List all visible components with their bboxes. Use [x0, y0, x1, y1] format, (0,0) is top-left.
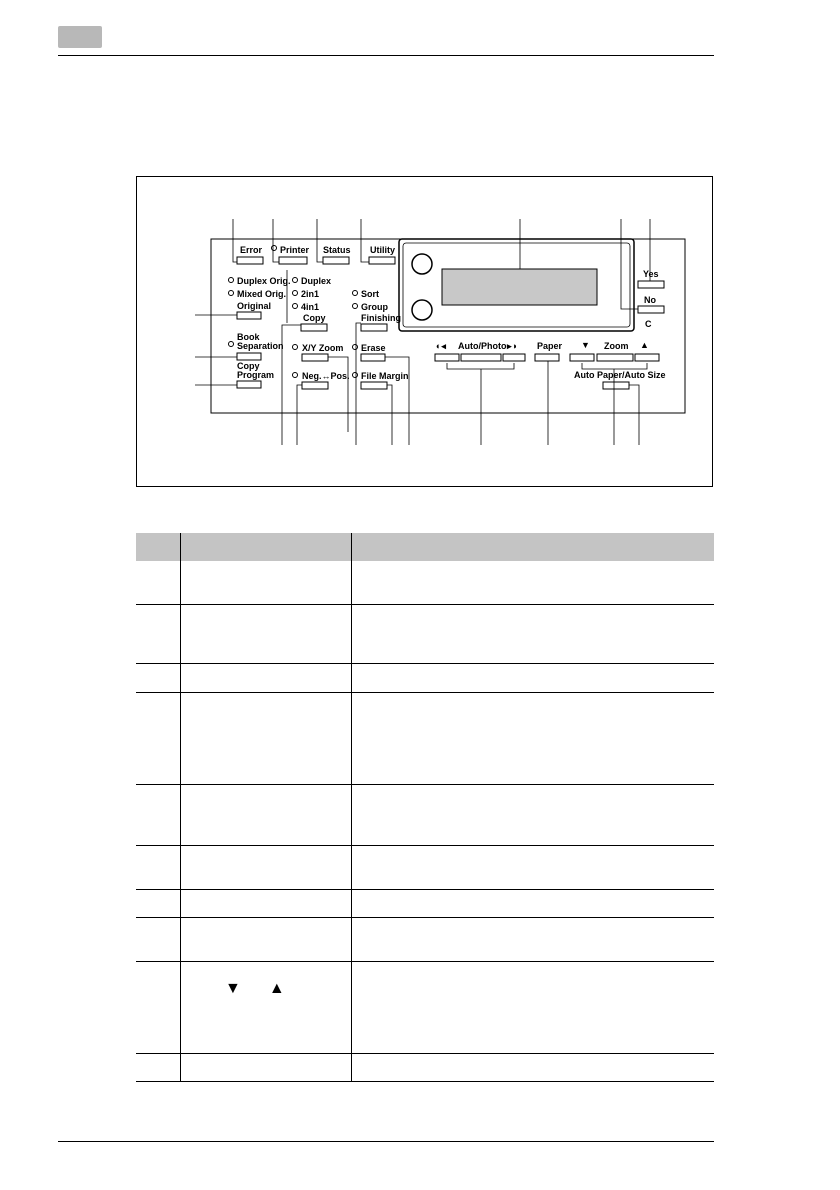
- cell-desc: [352, 890, 715, 918]
- auto-paper-size-key[interactable]: [603, 382, 629, 389]
- table-row: [136, 693, 714, 785]
- copy-program-label-1: Copy: [237, 361, 260, 371]
- svg-text:◐◂: ◐◂: [436, 341, 446, 351]
- svg-text:▲: ▲: [640, 340, 649, 350]
- xy-zoom-label: X/Y Zoom: [302, 343, 344, 353]
- header-no: [136, 533, 181, 561]
- cell-no: [136, 918, 181, 962]
- erase-key[interactable]: [361, 354, 385, 361]
- cell-no: [136, 605, 181, 664]
- finishing-key[interactable]: [361, 324, 387, 331]
- file-margin-label: File Margin: [361, 371, 409, 381]
- book-separation-key[interactable]: [237, 353, 261, 360]
- cell-desc: [352, 846, 715, 890]
- cell-desc: [352, 962, 715, 1054]
- cell-no: [136, 664, 181, 693]
- chapter-tab: [58, 26, 102, 48]
- cell-no: [136, 561, 181, 605]
- zoom-up-key[interactable]: [635, 354, 659, 361]
- cell-desc: [352, 664, 715, 693]
- header-description: [352, 533, 715, 561]
- paper-key[interactable]: [535, 354, 559, 361]
- header-name: [181, 533, 352, 561]
- original-key[interactable]: [237, 312, 261, 319]
- clear-label: C: [645, 319, 652, 329]
- printer-label: Printer: [280, 245, 310, 255]
- cell-name: [181, 962, 352, 1054]
- status-key[interactable]: [323, 257, 349, 264]
- zoom-key[interactable]: [597, 354, 633, 361]
- table-row: [136, 890, 714, 918]
- header-rule: [58, 55, 714, 56]
- table-row: [136, 605, 714, 664]
- zoom-label: Zoom: [604, 341, 629, 351]
- table-row: [136, 846, 714, 890]
- 4in1-label: 4in1: [301, 302, 320, 312]
- cell-no: [136, 693, 181, 785]
- copy-program-label-2: Program: [237, 370, 275, 380]
- file-margin-key[interactable]: [361, 382, 387, 389]
- cell-name: [181, 890, 352, 918]
- cell-desc: [352, 785, 715, 846]
- utility-label: Utility: [370, 245, 396, 255]
- cell-desc: [352, 918, 715, 962]
- cell-no: [136, 890, 181, 918]
- copy-program-key[interactable]: [237, 381, 261, 388]
- yes-key[interactable]: [638, 281, 664, 288]
- finishing-label: Finishing: [361, 313, 401, 323]
- printer-key[interactable]: [279, 257, 307, 264]
- footer-rule: [58, 1141, 714, 1142]
- cell-no: [136, 785, 181, 846]
- density-lighter-key[interactable]: [435, 354, 459, 361]
- separation-label: Separation: [237, 341, 284, 351]
- original-label: Original: [237, 301, 272, 311]
- zoom-arrows-icon: ▼▲: [225, 980, 313, 997]
- cell-desc: [352, 1054, 715, 1082]
- copy-label: Copy: [303, 313, 326, 323]
- table-row: [136, 664, 714, 693]
- error-key[interactable]: [237, 257, 263, 264]
- svg-text:▸◑: ▸◑: [507, 341, 517, 351]
- xy-zoom-key[interactable]: [302, 354, 328, 361]
- cell-desc: [352, 693, 715, 785]
- duplex-label: Duplex: [301, 276, 332, 286]
- yes-label: Yes: [643, 269, 659, 279]
- cell-name: [181, 918, 352, 962]
- table-header-row: [136, 533, 714, 561]
- control-panel-diagram: [137, 177, 714, 488]
- erase-label: Erase: [361, 343, 386, 353]
- neg-pos-label: Neg.↔Pos.: [302, 371, 350, 381]
- table-row: [136, 1054, 714, 1082]
- mixed-orig-label: Mixed Orig.: [237, 289, 287, 299]
- no-label: No: [644, 295, 656, 305]
- cell-no: [136, 962, 181, 1054]
- zoom-down-key[interactable]: [570, 354, 594, 361]
- cell-no: [136, 846, 181, 890]
- sort-label: Sort: [361, 289, 379, 299]
- cell-name: [181, 605, 352, 664]
- group-label: Group: [361, 302, 388, 312]
- auto-photo-label: Auto/Photo: [458, 341, 507, 351]
- table-row: [136, 561, 714, 605]
- control-panel-figure: [136, 176, 713, 487]
- utility-key[interactable]: [369, 257, 395, 264]
- table-row: [136, 962, 714, 1054]
- cell-desc: [352, 561, 715, 605]
- status-label: Status: [323, 245, 351, 255]
- cell-name: [181, 693, 352, 785]
- error-label: Error: [240, 245, 263, 255]
- neg-pos-key[interactable]: [302, 382, 328, 389]
- 2in1-label: 2in1: [301, 289, 320, 299]
- copy-key[interactable]: [301, 324, 327, 331]
- duplex-orig-label: Duplex Orig.: [237, 276, 291, 286]
- cell-name: [181, 846, 352, 890]
- svg-text:▼: ▼: [581, 340, 590, 350]
- cell-desc: [352, 605, 715, 664]
- table-row: [136, 918, 714, 962]
- density-darker-key[interactable]: [503, 354, 525, 361]
- paper-label: Paper: [537, 341, 563, 351]
- table-row: [136, 785, 714, 846]
- cell-name: [181, 785, 352, 846]
- control-panel-table: [136, 533, 714, 1082]
- auto-paper-size-label: Auto Paper/Auto Size: [574, 370, 666, 380]
- cell-no: [136, 1054, 181, 1082]
- book-label: Book: [237, 332, 260, 342]
- cell-name: [181, 1054, 352, 1082]
- auto-photo-key[interactable]: [461, 354, 501, 361]
- no-key[interactable]: [638, 306, 664, 313]
- cell-name: [181, 664, 352, 693]
- cell-name: [181, 561, 352, 605]
